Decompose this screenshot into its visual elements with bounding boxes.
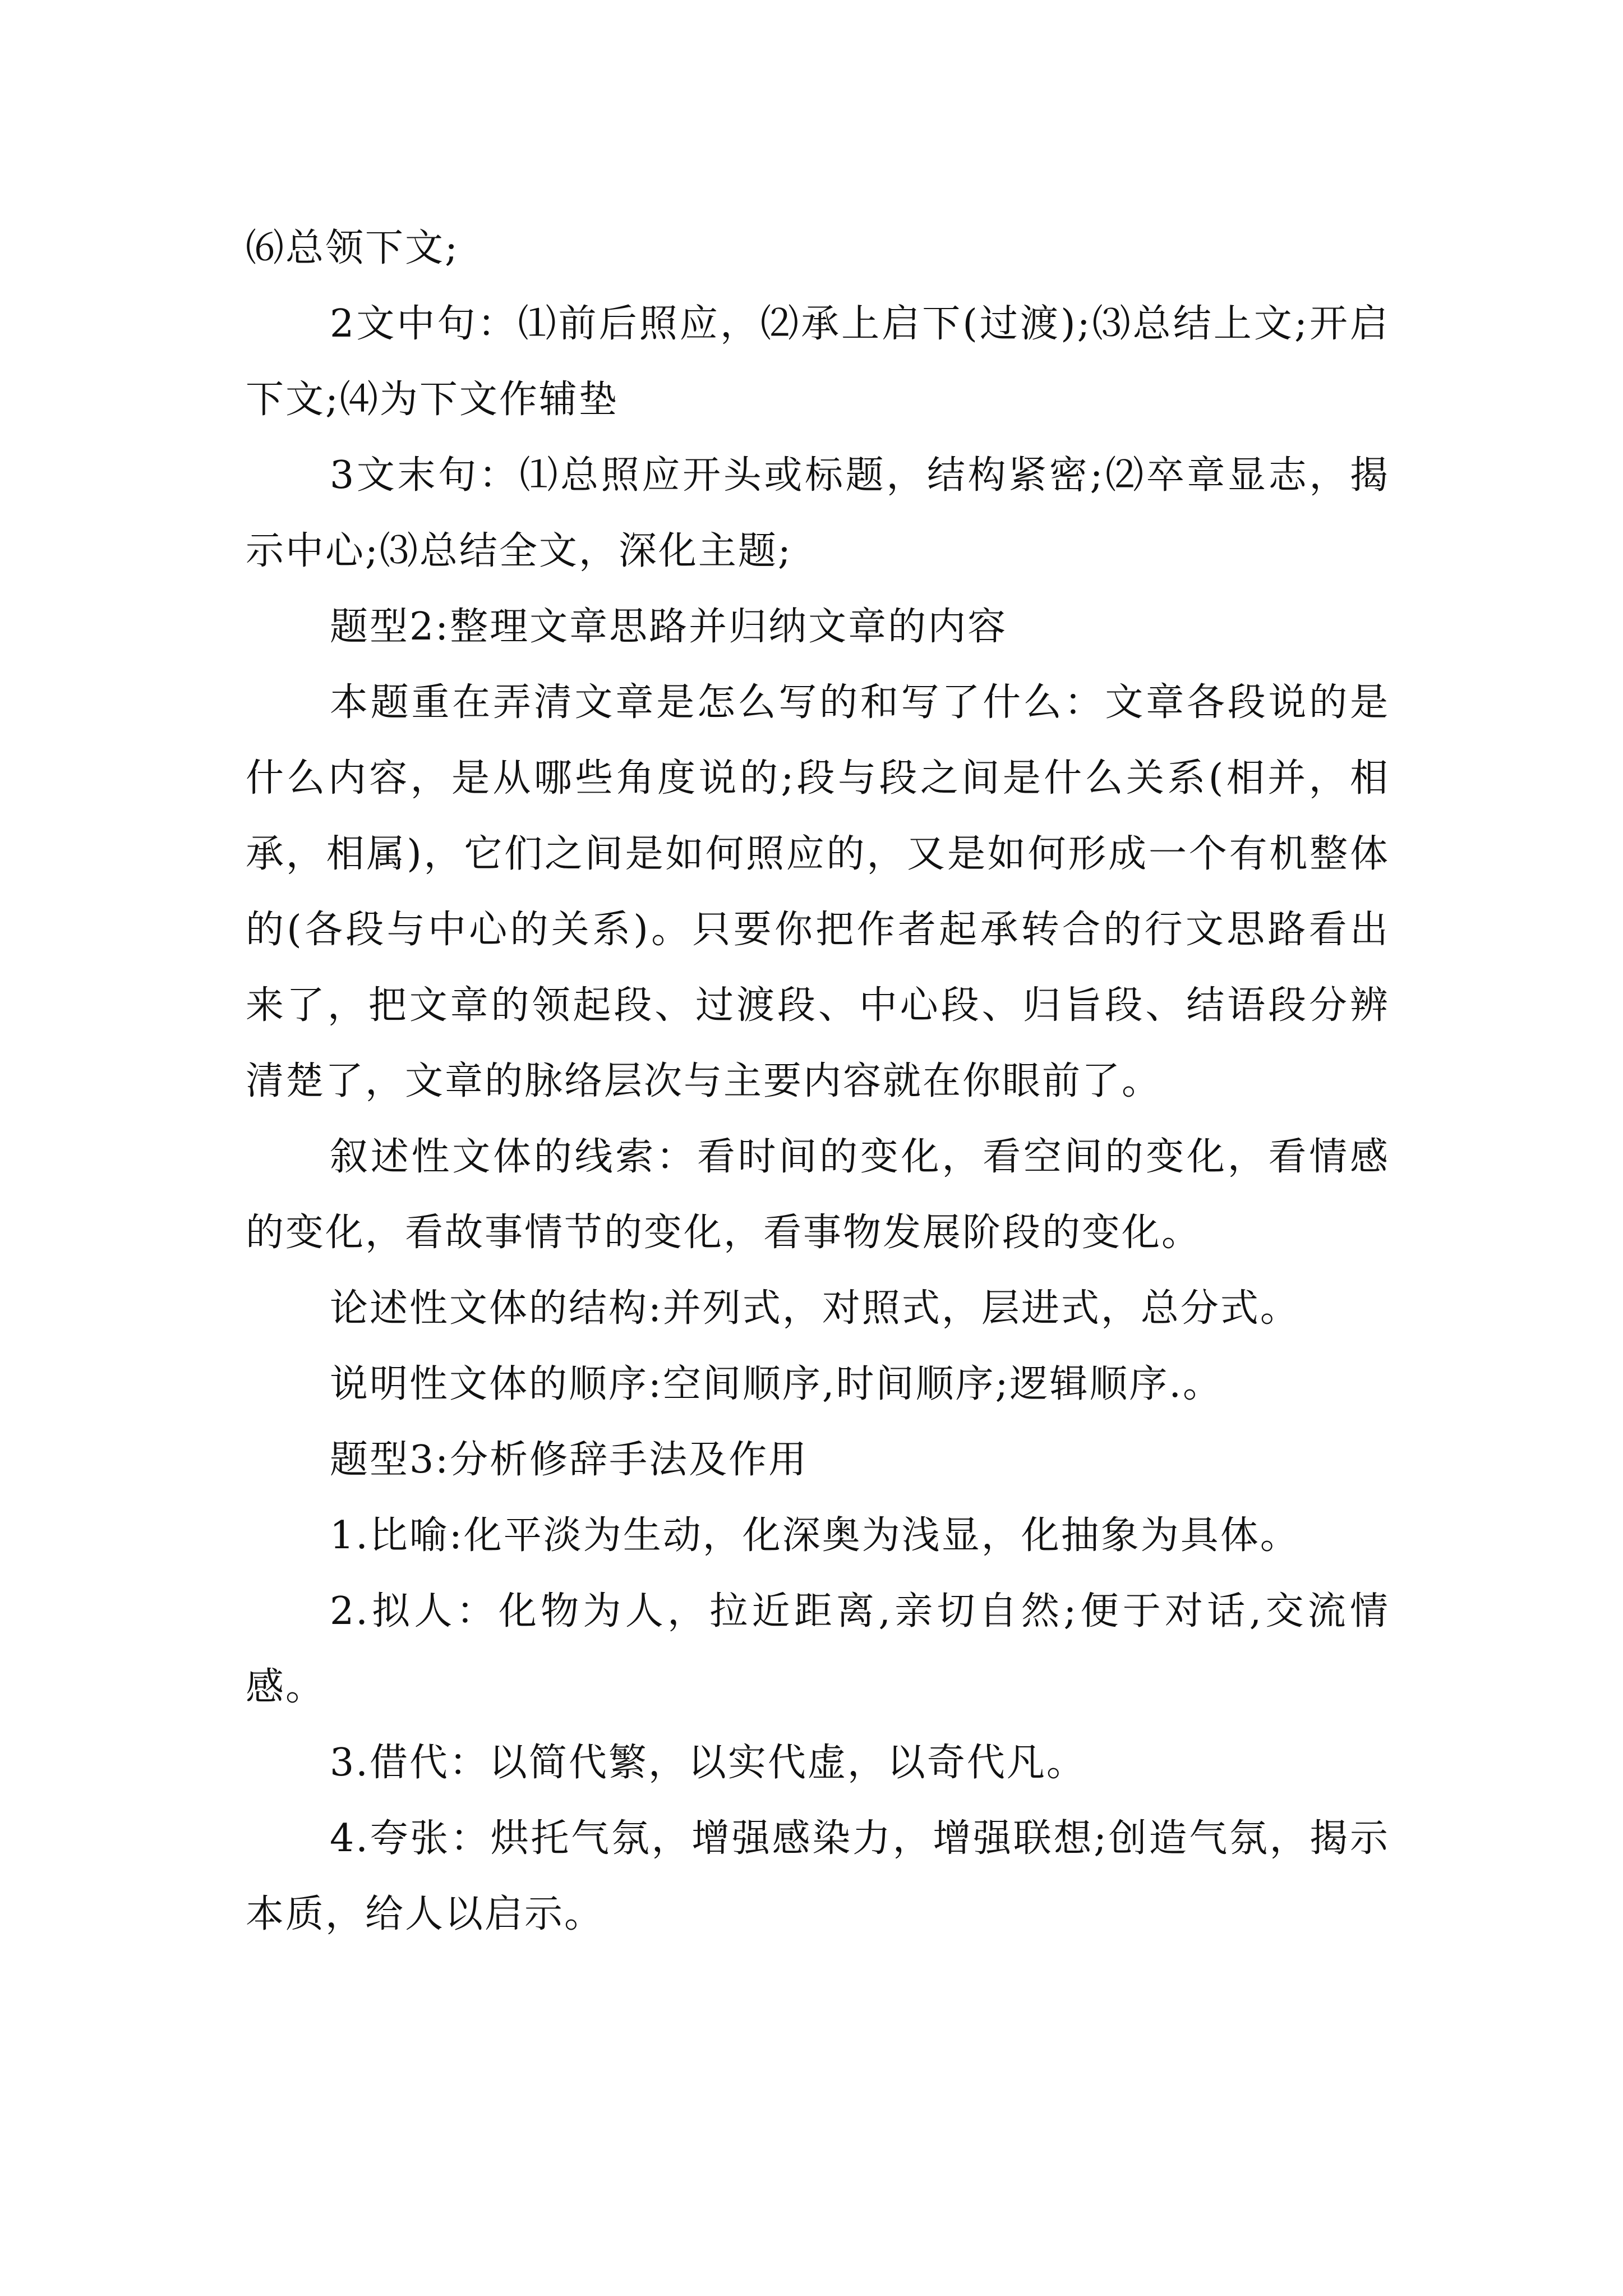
paragraph-13: 4.夸张：烘托气氛，增强感染力，增强联想;创造气氛，揭示本质，给人以启示。 (246, 1816, 1390, 1936)
paragraph-6: 叙述性文体的线索：看时间的变化，看空间的变化，看情感的变化，看故事情节的变化，看事物发展阶段的变化。 (246, 1135, 1390, 1255)
paragraph-2: 2文中句：⑴前后照应，⑵承上启下(过渡);⑶总结上文;开启下文;⑷为下文作辅垫 (246, 302, 1390, 422)
paragraph-7: 论述性文体的结构:并列式，对照式，层进式，总分式。 (330, 1286, 1300, 1331)
paragraph-1: ⑹总领下文; (246, 226, 459, 270)
section-heading-3: 题型3:分析修辞手法及作用 (330, 1438, 809, 1482)
paragraph-12: 3.借代：以简代繁，以实代虚，以奇代凡。 (330, 1741, 1086, 1785)
paragraph-5: 本题重在弄清文章是怎么写的和写了什么：文章各段说的是什么内容，是从哪些角度说的;段与段之间是什么关系(相并，相承，相属)，它们之间是如何照应的，又是如何形成一个有机整体的(各段与中心的关系)。只要你把作者起承转合的行文思路看出来了，把文章的领起段、过渡段、中心段、归旨段、结语段分辨清楚了，文章的脉络层次与主要内容就在你眼前了。 (246, 680, 1390, 1103)
paragraph-8: 说明性文体的顺序:空间顺序,时间顺序;逻辑顺序.。 (330, 1362, 1223, 1406)
document-body (246, 210, 1390, 1952)
section-heading-2: 题型2:整理文章思路并归纳文章的内容 (330, 605, 1008, 649)
paragraph-11: 2.拟人：化物为人，拉近距离,亲切自然;便于对话,交流情感。 (246, 1589, 1390, 1709)
paragraph-10: 1.比喻:化平淡为生动，化深奥为浅显，化抽象为具体。 (330, 1513, 1300, 1558)
paragraph-3: 3文末句：⑴总照应开头或标题，结构紧密;⑵卒章显志，揭示中心;⑶总结全文，深化主题; (246, 453, 1390, 573)
